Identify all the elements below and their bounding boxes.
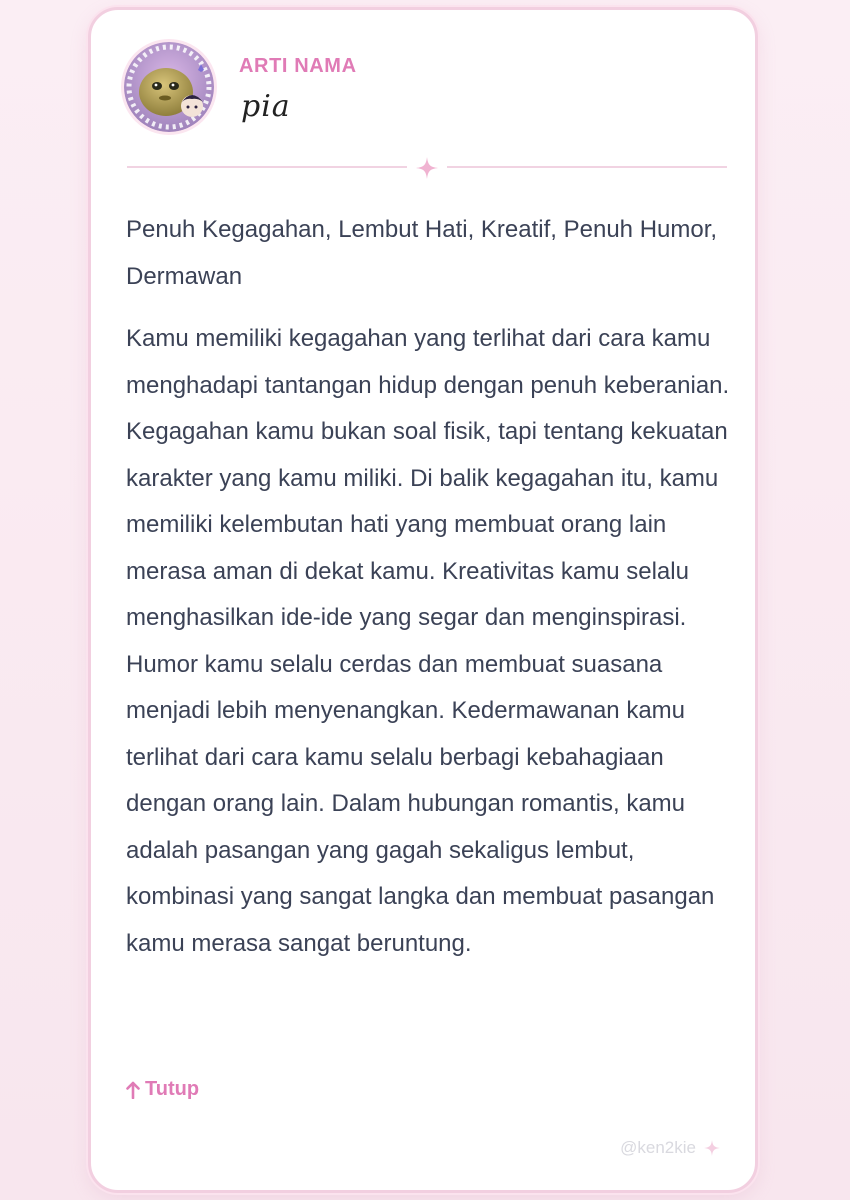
traits-text: Penuh Kegagahan, Lembut Hati, Kreatif, Penuh Humor, Dermawan: [126, 216, 718, 290]
collapse-label: Tutup: [145, 1078, 200, 1100]
watermark: [620, 1138, 720, 1158]
avatar-image: [124, 42, 214, 132]
card-header: [121, 39, 721, 143]
collapse-button[interactable]: [125, 1078, 199, 1101]
description-text: Kamu memiliki kegagahan yang terlihat dari cara kamu menghadapi tantangan hidup dengan penuh keberanian. Kegagahan kamu bukan soal fisik, tapi tentang kekuatan karakter yang kamu miliki. Di balik kegagahan itu, kamu memiliki kelembutan hati yang membuat orang lain merasa aman di dekat kamu. Kreativitas kamu selalu menghasilkan ide-ide yang segar dan menginspirasi. Humor kamu selalu cerdas dan membuat suasana menjadi lebih menyenangkan. Kedermawanan kamu terlihat dari cara kamu selalu berbagi kebahagiaan dengan orang lain. Dalam hubungan romantis, kamu adalah pasangan yang gagah sekaligus lembut, kombinasi yang sangat langka dan membuat pasangan kamu merasa sangat beruntung.: [126, 325, 730, 957]
result-card: [88, 7, 758, 1193]
sparkle-icon: [704, 1140, 720, 1156]
name-value: pia: [241, 89, 291, 124]
avatar: [121, 39, 217, 135]
sparkle-icon: [416, 157, 438, 179]
arrow-up-icon: [125, 1081, 141, 1099]
section-label: ARTI NAMA: [239, 55, 357, 77]
watermark-text: @ken2kie: [620, 1138, 696, 1157]
divider: [127, 157, 727, 177]
